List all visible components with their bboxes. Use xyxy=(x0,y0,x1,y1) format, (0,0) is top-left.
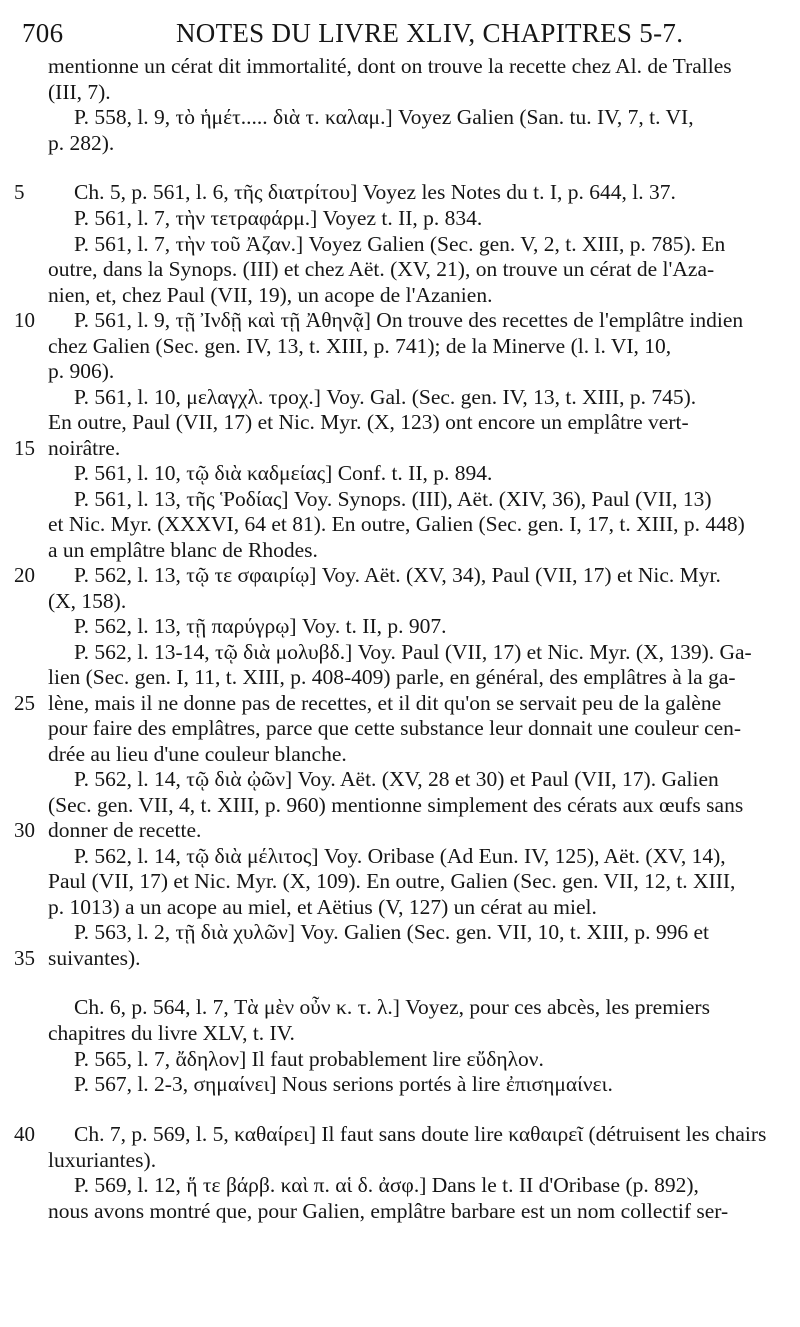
line-text: P. 562, l. 13-14, τῷ διὰ μολυβδ.] Voy. Paul (VII, 17) et Nic. Myr. (X, 139). Ga- xyxy=(74,639,752,664)
line-text: P. 561, l. 10, μελαγχλ. τροχ.] Voy. Gal. (Sec. gen. IV, 13, t. XIII, p. 745). xyxy=(74,384,697,409)
line-number: 5 xyxy=(14,180,25,204)
text-line xyxy=(0,80,800,106)
line-text: p. 1013) a un acope au miel, et Aëtius (V, 127) un cérat au miel. xyxy=(48,894,597,919)
line-text: drée au lieu d'une couleur blanche. xyxy=(48,741,347,766)
text-line xyxy=(0,1098,800,1148)
line-text: P. 567, l. 2-3, σημαίνει] Nous serions portés à lire ἐπισημαίνει. xyxy=(74,1072,613,1096)
line-text: Ch. 5, p. 561, l. 6, τῆς διατρίτου] Voyez les Notes du t. I, p. 644, l. 37. xyxy=(74,180,676,204)
text-line xyxy=(0,869,800,895)
text-line xyxy=(0,895,800,921)
text-line xyxy=(0,716,800,742)
line-text: P. 562, l. 13, τῇ παρύγρῳ] Voy. t. II, p. 907. xyxy=(74,614,447,638)
line-text: suivantes). xyxy=(48,945,141,970)
line-text: chez Galien (Sec. gen. IV, 13, t. XIII, p. 741); de la Minerve (l. l. VI, 10, xyxy=(48,333,672,358)
line-text: P. 561, l. 7, τὴν τετραφάρμ.] Voyez t. II, p. 834. xyxy=(74,206,483,230)
text-line xyxy=(0,946,800,972)
line-text: Paul (VII, 17) et Nic. Myr. (X, 109). En outre, Galien (Sec. gen. VII, 12, t. XIII, xyxy=(48,869,736,893)
text-line xyxy=(0,308,800,334)
line-text: nien, et, chez Paul (VII, 19), un acope de l'Azanien. xyxy=(48,282,493,307)
text-line xyxy=(0,1047,800,1073)
line-text: lien (Sec. gen. I, 11, t. XIII, p. 408-409) parle, en général, des emplâtres à la ga- xyxy=(48,665,736,689)
text-line xyxy=(0,1072,800,1098)
line-text: P. 561, l. 10, τῷ διὰ καδμείας] Conf. t. II, p. 894. xyxy=(74,461,493,485)
text-line xyxy=(0,232,800,258)
text-line xyxy=(0,589,800,615)
text-line xyxy=(0,767,800,793)
line-text: outre, dans la Synops. (III) et chez Aët. (XV, 21), on trouve un cérat de l'Aza- xyxy=(48,257,715,281)
line-text: lène, mais il ne donne pas de recettes, et il dit qu'on se servait peu de la galène xyxy=(48,690,722,715)
text-line xyxy=(0,385,800,411)
text-line xyxy=(0,742,800,768)
line-text: pour faire des emplâtres, parce que cette substance leur donnait une couleur cen- xyxy=(48,716,742,740)
text-line xyxy=(0,614,800,640)
page-number: 706 xyxy=(22,18,64,48)
line-text: P. 561, l. 9, τῇ Ἰνδῇ καὶ τῇ Ἀθηνᾷ] On trouve des recettes de l'emplâtre indien xyxy=(74,308,744,332)
line-number: 30 xyxy=(14,818,35,842)
text-line xyxy=(0,971,800,1021)
text-line xyxy=(0,410,800,436)
line-number: 40 xyxy=(14,1121,35,1146)
text-line xyxy=(0,512,800,538)
line-text: (X, 158). xyxy=(48,588,127,613)
line-text: luxuriantes). xyxy=(48,1147,157,1172)
running-title: NOTES DU LIVRE XLIV, CHAPITRES 5-7. xyxy=(176,18,684,48)
text-line xyxy=(0,920,800,946)
text-line xyxy=(0,334,800,360)
line-number: 35 xyxy=(14,945,35,970)
line-number: 25 xyxy=(14,690,35,715)
line-text: (III, 7). xyxy=(48,79,111,104)
line-text: p. 282). xyxy=(48,130,115,155)
line-text: et Nic. Myr. (XXXVI, 64 et 81). En outre, Galien (Sec. gen. I, 17, t. XIII, p. 448) xyxy=(48,512,745,536)
line-text: P. 561, l. 7, τὴν τοῦ Ἀζαν.] Voyez Galien (Sec. gen. V, 2, t. XIII, p. 785). En xyxy=(74,231,726,256)
line-text: Ch. 6, p. 564, l. 7, Τὰ μὲν οὖν κ. τ. λ.] Voyez, pour ces abcès, les premiers xyxy=(74,995,710,1019)
line-text: P. 569, l. 12, ἥ τε βάρβ. καὶ π. αἱ δ. ἀσφ.] Dans le t. II d'Oribase (p. 892), xyxy=(74,1173,699,1197)
text-line xyxy=(0,1021,800,1047)
text-line xyxy=(0,131,800,157)
notes-body xyxy=(0,54,800,1224)
text-line xyxy=(0,359,800,385)
line-text: chapitres du livre XLV, t. IV. xyxy=(48,1021,295,1045)
text-line xyxy=(0,156,800,206)
line-text: Ch. 7, p. 569, l. 5, καθαίρει] Il faut sans doute lire καθαιρεῖ (détruisent les chairs xyxy=(74,1121,767,1146)
line-text: P. 562, l. 14, τῷ διὰ μέλιτος] Voy. Oribase (Ad Eun. IV, 125), Aët. (XV, 14), xyxy=(74,843,726,868)
text-line xyxy=(0,206,800,232)
line-text: P. 562, l. 13, τῷ τε σφαιρίῳ] Voy. Aët. (XV, 34), Paul (VII, 17) et Nic. Myr. xyxy=(74,563,721,587)
line-text: P. 562, l. 14, τῷ διὰ ᾠῶν] Voy. Aët. (XV, 28 et 30) et Paul (VII, 17). Galien xyxy=(74,767,719,791)
line-text: nous avons montré que, pour Galien, emplâtre barbare est un nom collectif ser- xyxy=(48,1198,729,1223)
line-number: 20 xyxy=(14,563,35,587)
text-line xyxy=(0,818,800,844)
line-text: donner de recette. xyxy=(48,818,202,842)
text-line xyxy=(0,1173,800,1199)
text-line xyxy=(0,844,800,870)
line-text: a un emplâtre blanc de Rhodes. xyxy=(48,537,318,562)
text-line xyxy=(0,793,800,819)
text-line xyxy=(0,257,800,283)
text-line xyxy=(0,1148,800,1174)
line-text: (Sec. gen. VII, 4, t. XIII, p. 960) mentionne simplement des cérats aux œufs sans xyxy=(48,792,744,817)
line-number: 15 xyxy=(14,435,35,460)
text-line xyxy=(0,640,800,666)
running-header xyxy=(0,14,800,54)
text-line xyxy=(0,105,800,131)
line-text: P. 558, l. 9, τὸ ἡμέτ..... διὰ τ. καλαμ.] Voyez Galien (San. tu. IV, 7, t. VI, xyxy=(74,105,694,129)
line-text: mentionne un cérat dit immortalité, dont on trouve la recette chez Al. de Tralles xyxy=(48,54,732,78)
text-line xyxy=(0,1199,800,1225)
line-text: p. 906). xyxy=(48,359,115,383)
text-line xyxy=(0,436,800,462)
line-text: P. 561, l. 13, τῆς Ῥοδίας] Voy. Synops. (III), Aët. (XIV, 36), Paul (VII, 13) xyxy=(74,486,712,511)
line-text: P. 563, l. 2, τῇ διὰ χυλῶν] Voy. Galien (Sec. gen. VII, 10, t. XIII, p. 996 et xyxy=(74,920,709,944)
text-line xyxy=(0,461,800,487)
text-line xyxy=(0,665,800,691)
text-line xyxy=(0,563,800,589)
text-line xyxy=(0,538,800,564)
text-line xyxy=(0,54,800,80)
text-line xyxy=(0,487,800,513)
text-line xyxy=(0,283,800,309)
line-text: En outre, Paul (VII, 17) et Nic. Myr. (X, 123) ont encore un emplâtre vert- xyxy=(48,410,689,434)
text-line xyxy=(0,691,800,717)
line-number: 10 xyxy=(14,308,35,332)
line-text: noirâtre. xyxy=(48,435,121,460)
line-text: P. 565, l. 7, ἄδηλον] Il faut probablement lire εὔδηλον. xyxy=(74,1046,544,1071)
